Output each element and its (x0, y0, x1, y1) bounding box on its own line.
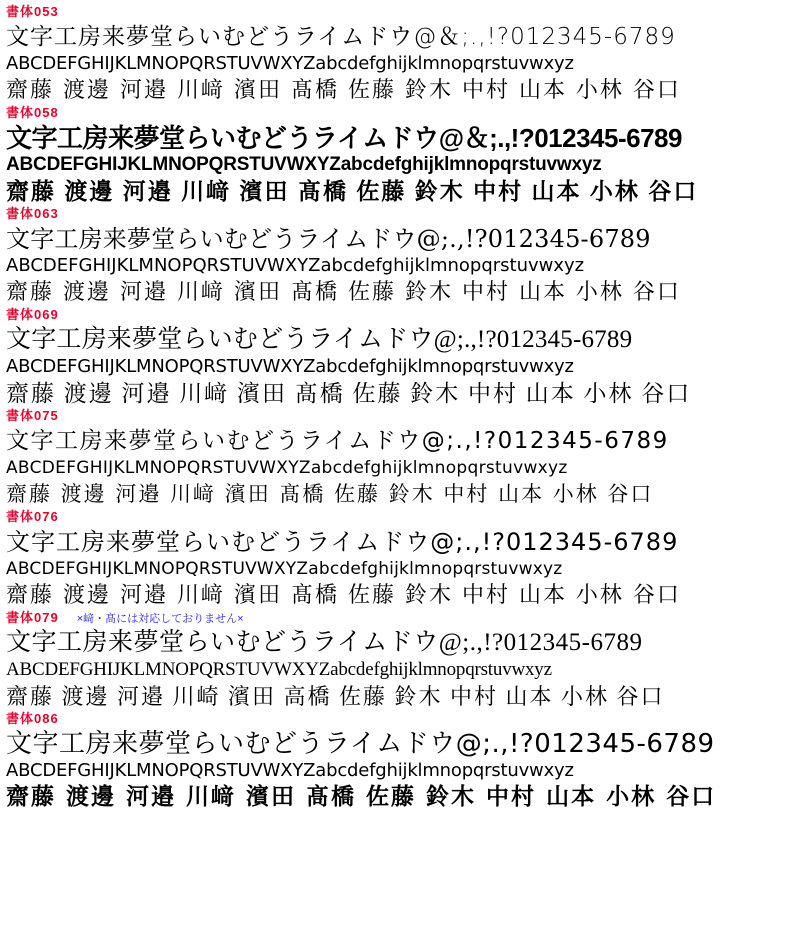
specimen-kanji-line: 齋藤 渡邊 河邉 川﨑 濱田 髙橋 佐藤 鈴木 中村 山本 小林 谷口 (6, 482, 654, 506)
specimen-kana-line: 文字工房来夢堂らいむどうライムドウ@＆;.,!?012345-6789 (6, 123, 682, 153)
specimen-latin-line: ABCDEFGHIJKLMNOPQRSTUVWXYZabcdefghijklmnopqrstuvwxyz (6, 255, 585, 276)
specimen-kanji-line: 齋藤 渡邊 河邉 川﨑 濱田 髙橋 佐藤 鈴木 中村 山本 小林 谷口 (6, 784, 717, 810)
specimen-code-label: 書体053 (6, 4, 59, 19)
specimen-latin-line: ABCDEFGHIJKLMNOPQRSTUVWXYZabcdefghijklmnopqrstuvwxyz (6, 154, 602, 175)
specimen-header (6, 711, 796, 729)
specimen-kana-line: 文字工房来夢堂らいむどうライムドウ@;.,!?012345-6789 (6, 225, 651, 253)
specimen-kanji-line: 齋藤 渡邊 河邉 川﨑 濱田 髙橋 佐藤 鈴木 中村 山本 小林 谷口 (6, 381, 692, 406)
specimen-header (6, 206, 796, 224)
specimen-kana-line: 文字工房来夢堂らいむどうライムドウ@＆;.,!?012345-6789 (6, 24, 676, 50)
specimen-code-label: 書体075 (6, 408, 59, 423)
specimen-code-label: 書体069 (6, 307, 59, 322)
specimen-block (0, 4, 800, 105)
specimen-note-label: ×﨑・髙には対応しておりません× (76, 613, 244, 625)
specimen-latin-line: ABCDEFGHIJKLMNOPQRSTUVWXYZabcdefghijklmnopqrstuvwxyz (6, 760, 574, 781)
specimen-code-label: 書体086 (6, 711, 59, 726)
specimen-code-label: 書体076 (6, 509, 59, 524)
specimen-code-label: 書体079 (6, 610, 59, 625)
specimen-kanji-line: 齋藤 渡邊 河邉 川﨑 濱田 髙橋 佐藤 鈴木 中村 山本 小林 谷口 (6, 583, 681, 608)
specimen-block (0, 307, 800, 408)
specimen-block (0, 610, 800, 711)
specimen-code-label: 書体058 (6, 105, 59, 120)
specimen-block (0, 711, 800, 812)
specimen-kana-line: 文字工房来夢堂らいむどうライムドウ@;.,!?012345-6789 (6, 326, 633, 353)
specimen-block (0, 105, 800, 206)
specimen-kana-line: 文字工房来夢堂らいむどうライムドウ@;.,!?012345-6789 (6, 629, 643, 656)
specimen-latin-line: ABCDEFGHIJKLMNOPQRSTUVWXYZabcdefghijklmnopqrstuvwxyz (6, 559, 563, 579)
specimen-kanji-line: 齋藤 渡邊 河邉 川﨑 濱田 髙橋 佐藤 鈴木 中村 山本 小林 谷口 (6, 178, 699, 204)
specimen-kanji-line: 齋藤 渡邊 河邉 川﨑 濱田 髙橋 佐藤 鈴木 中村 山本 小林 谷口 (6, 78, 681, 103)
specimen-kana-line: 文字工房来夢堂らいむどうライムドウ@;.,!?012345-6789 (6, 528, 679, 556)
specimen-header (6, 610, 796, 628)
specimen-header (6, 509, 796, 527)
specimen-header (6, 105, 796, 123)
specimen-header (6, 307, 796, 325)
specimen-header (6, 408, 796, 426)
specimen-kanji-line: 齋藤 渡邊 河邉 川﨑 濱田 髙橋 佐藤 鈴木 中村 山本 小林 谷口 (6, 280, 681, 305)
specimen-code-label: 書体063 (6, 206, 59, 221)
specimen-block (0, 408, 800, 509)
specimen-block (0, 206, 800, 307)
specimen-block (0, 509, 800, 610)
specimen-kana-line: 文字工房来夢堂らいむどうライムドウ@;.,!?012345-6789 (6, 729, 715, 759)
specimen-kana-line: 文字工房来夢堂らいむどうライムドウ@;.,!?012345-6789 (6, 428, 669, 454)
specimen-kanji-line: 齋藤 渡邊 河邉 川崎 濱田 高橋 佐藤 鈴木 中村 山本 小林 谷口 (6, 684, 665, 709)
specimen-latin-line: ABCDEFGHIJKLMNOPQRSTUVWXYZabcdefghijklmnopqrstuvwxyz (6, 458, 568, 478)
specimen-header (6, 4, 796, 22)
specimen-latin-line: ABCDEFGHIJKLMNOPQRSTUVWXYZabcdefghijklmnopqrstuvwxyz (6, 356, 574, 377)
specimen-latin-line: ABCDEFGHIJKLMNOPQRSTUVWXYZabcdefghijklmnopqrstuvwxyz (6, 53, 574, 74)
specimen-latin-line: ABCDEFGHIJKLMNOPQRSTUVWXYZabcdefghijklmnopqrstuvwxyz (6, 659, 552, 680)
